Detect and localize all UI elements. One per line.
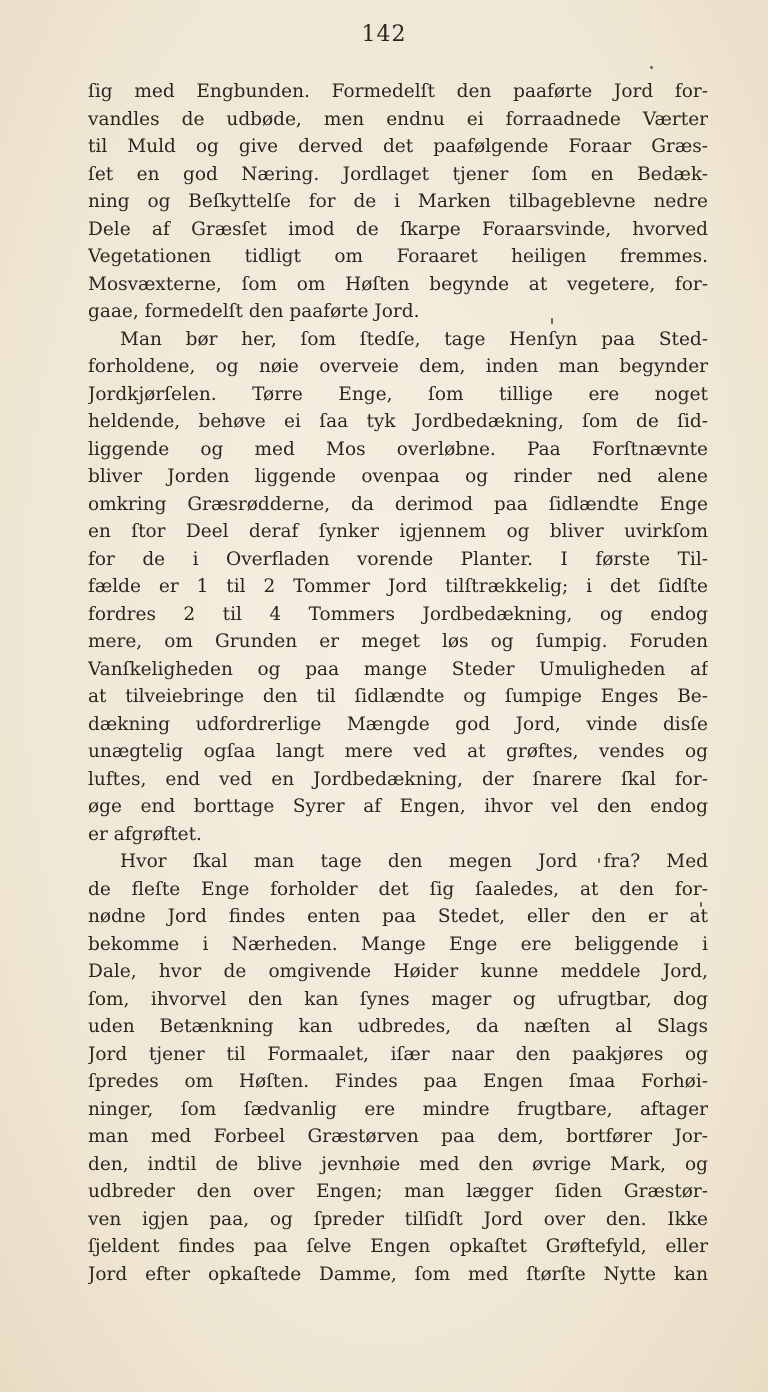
text-line: ſet en god Næring. Jordlaget tjener ſom en Bedæk- <box>88 163 708 185</box>
text-line: er afgrøftet. <box>88 823 202 845</box>
text-line: bliver Jorden liggende ovenpaa og rinder ned alene <box>88 466 708 487</box>
text-line: at tilveiebringe den til ſidlændte og ſumpige Enges Be- <box>88 686 708 707</box>
page-number: 142 <box>361 22 407 47</box>
text-line: for de i Overfladen vorende Planter. I første Til- <box>88 548 708 570</box>
ink-speck <box>650 66 653 69</box>
text-line: Dele af Græsſet imod de ſkarpe Foraarsvinde, hvorved <box>88 218 708 240</box>
text-line: vandles de udbøde, men endnu ei forraadnede Værter <box>88 108 708 130</box>
text-line: dækning udfordrerlige Mængde god Jord, vinde disſe <box>88 713 708 735</box>
text-line: Hvor ſkal man tage den megen Jord fra? Med <box>120 851 708 872</box>
text-line: fælde er 1 til 2 Tommer Jord tilſtrækkelig; i det ſidſte <box>88 576 708 597</box>
text-line: Man bør her, ſom ſtedſe, tage Henſyn paa Sted- <box>120 328 708 350</box>
text-line: fordres 2 til 4 Tommers Jordbedækning, og endog <box>88 603 708 625</box>
text-line: øge end borttage Syrer af Engen, ihvor vel den endog <box>88 796 708 817</box>
text-line: Jordkjørſelen. Tørre Enge, ſom tillige ere noget <box>88 383 708 405</box>
text-line: til Muld og give derved det paafølgende Foraar Græs- <box>88 136 708 157</box>
text-line: udbreder den over Engen; man lægger ſiden Græstør- <box>88 1181 708 1202</box>
text-line: ſig med Engbunden. Formedelſt den paaførte Jord for- <box>88 81 708 102</box>
text-line: Jord efter opkaſtede Damme, ſom med ſtørſte Nytte kan <box>88 1263 708 1285</box>
text-line: liggende og med Mos overløbne. Paa Forſtnævnte <box>88 438 708 460</box>
text-line: de fleſte Enge forholder det ſig ſaaledes, at den for- <box>88 878 708 900</box>
text-line: mere, om Grunden er meget løs og ſumpig. Foruden <box>88 631 708 652</box>
text-line: ſpredes om Høſten. Findes paa Engen ſmaa Forhøi- <box>88 1071 708 1092</box>
text-line: den, indtil de blive jevnhøie med den øvrige Mark, og <box>88 1153 708 1175</box>
text-line: Mosvæxterne, ſom om Høſten begynde at vegetere, for- <box>88 273 708 295</box>
text-line: gaae, formedelſt den paaførte Jord. <box>88 301 420 322</box>
text-line: luftes, end ved en Jordbedækning, der ſnarere ſkal for- <box>88 768 708 790</box>
text-line: ſom, ihvorvel den kan ſynes mager og ufrugtbar, dog <box>88 988 708 1010</box>
text-line: man med Forbeel Græstørven paa dem, bortfører Jor- <box>88 1126 708 1147</box>
text-line: Vegetationen tidligt om Foraaret heiligen fremmes. <box>88 246 708 267</box>
text-line: en ſtor Deel deraf ſynker igjennem og bliver uvirkſom <box>88 521 708 542</box>
text-line: omkring Græsrødderne, da derimod paa ſidlændte Enge <box>88 493 708 515</box>
text-line: unægtelig ogſaa langt mere ved at grøftes, vendes og <box>88 741 708 762</box>
text-line: ven igjen paa, og ſpreder tilſidſt Jord over den. Ikke <box>88 1208 708 1230</box>
text-line: heldende, behøve ei ſaa tyk Jordbedækning, ſom de ſid- <box>88 411 708 432</box>
text-line: ninger, ſom ſædvanlig ere mindre frugtbare, aftager <box>88 1098 708 1120</box>
body-text <box>88 78 708 1288</box>
text-line: ning og Beſkyttelſe for de i Marken tilbageblevne nedre <box>88 191 708 212</box>
text-line: forholdene, og nøie overveie dem, inden man begynder <box>88 356 708 377</box>
text-line: ſjeldent findes paa ſelve Engen opkaſtet Grøftefyld, eller <box>88 1236 708 1257</box>
text-line: Vanſkeligheden og paa mange Steder Umuligheden af <box>88 658 708 680</box>
text-line: uden Betænkning kan udbredes, da næſten al Slags <box>88 1016 708 1037</box>
text-line: bekomme i Nærheden. Mange Enge ere beliggende i <box>88 933 708 955</box>
text-line: nødne Jord findes enten paa Stedet, eller den er at <box>88 906 708 927</box>
text-line: Jord tjener til Formaalet, iſær naar den paakjøres og <box>88 1043 708 1065</box>
text-line: Dale, hvor de omgivende Høider kunne meddele Jord, <box>88 961 708 982</box>
